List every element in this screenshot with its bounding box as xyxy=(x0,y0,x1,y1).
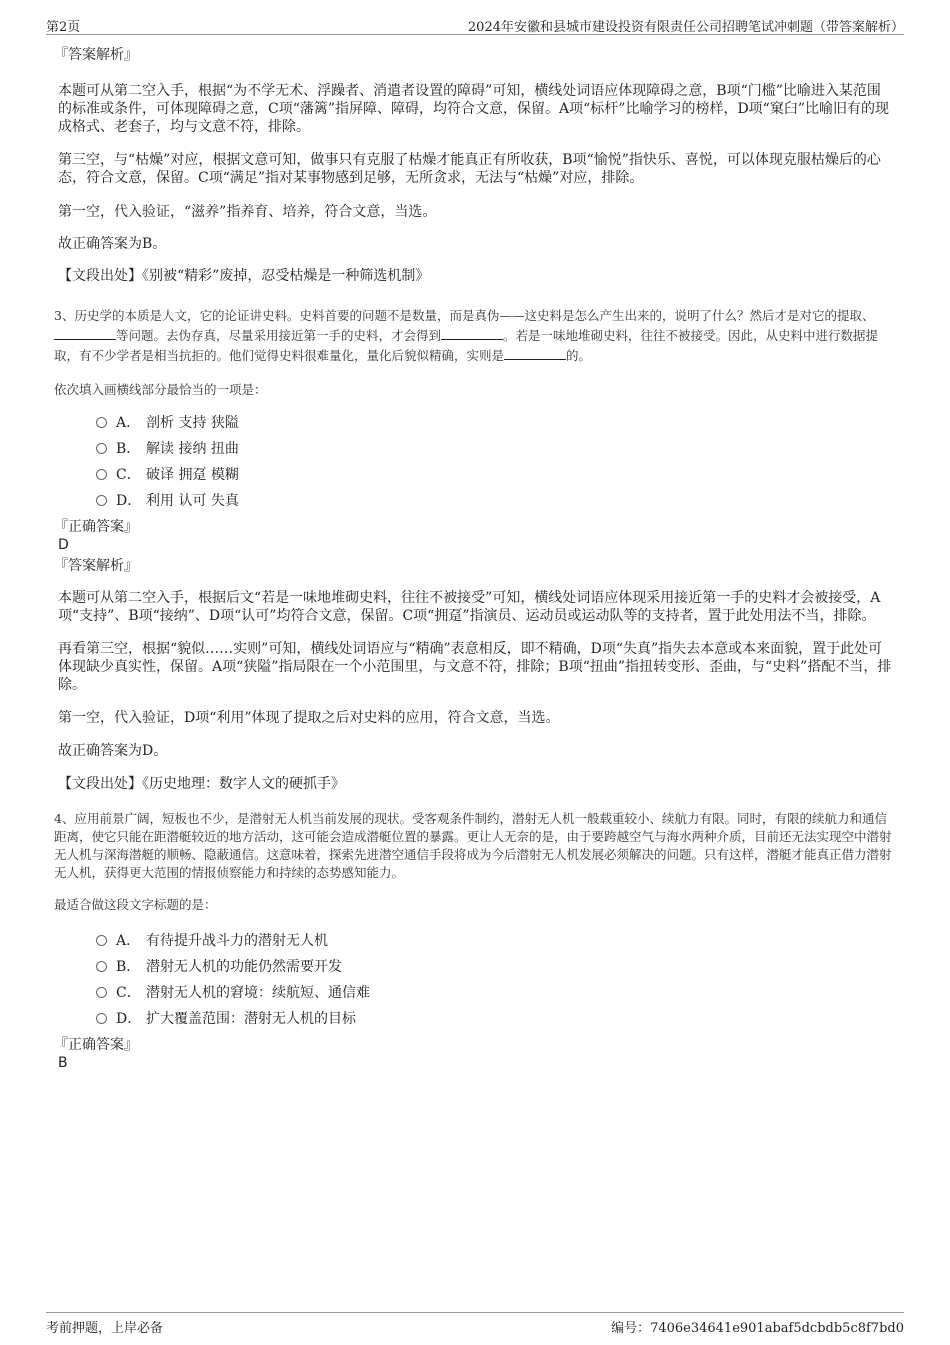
option-c[interactable]: C． 破译 拥趸 模糊 xyxy=(96,462,894,488)
option-b[interactable]: B． 潜射无人机的功能仍然需要开发 xyxy=(96,954,894,980)
radio-icon[interactable] xyxy=(96,443,107,454)
option-list xyxy=(58,410,894,514)
question-stem: 4、应用前景广阔，短板也不少，是潜射无人机当前发展的现状。受客观条件制约，潜射无人机一般载重较小、续航力有限。同时，有限的续航力和通信距离，使它只能在距潜艇较近的地方活动，这可能会造成潜艇位置的暴露。更让人无奈的是，由于要跨越空气与海水两种介质，目前还无法实现空中潜射无人机与深海潜艇的顺畅、隐蔽通信。这意味着，探索先进潜空通信手段将成为今后潜射无人机发展必须解决的问题。只有这样，潜艇才能真正借力潜射无人机，获得更大范围的情报侦察能力和持续的态势感知能力。 xyxy=(54,811,892,880)
question-prompt: 最适合做这段文字标题的是： xyxy=(54,897,217,912)
correct-answer: D xyxy=(58,537,69,553)
analysis-paragraph: 再看第三空，根据“貌似……实则”可知，横线处词语应与“精确”表意相反，即不精确，D项“失真”指失去本意或本来面貌，置于此处可体现缺少真实性，保留。A项“狭隘”指局限在一个小范围里，与文意不符，排除；B项“扭曲”指扭转变形、歪曲，与“史料”搭配不当，排除。 xyxy=(58,641,892,693)
analysis-paragraph: 第三空，与“枯燥”对应，根据文意可知，做事只有克服了枯燥才能真正有所收获，B项“愉悦”指快乐、喜悦，可以体现克服枯燥后的心态，符合文意，保留。C项“满足”指对某事物感到足够，无所贪求，无法与“枯燥”对应，排除。 xyxy=(58,152,881,186)
correct-answer-label: 『正确答案』 xyxy=(54,1037,138,1053)
page-number: 第2页 xyxy=(46,20,81,35)
option-d[interactable]: D． 扩大覆盖范围：潜射无人机的目标 xyxy=(96,1006,894,1032)
analysis-paragraph: 本题可从第二空入手，根据后文“若是一味地堆砌史料，往往不被接受”可知，横线处词语应体现采用接近第一手的史料才会被接受，A项“支持”、B项“接纳”、D项“认可”均符合文意，保留。C项“拥趸”指演员、运动员或运动队等的支持者，置于此处用法不当，排除。 xyxy=(58,590,881,624)
fill-blank xyxy=(54,327,116,340)
question-stem: 3、历史学的本质是人文，它的论证讲史料。史料首要的问题不是数量，而是真伪——这史料是怎么产生出来的，说明了什么？然后才是对它的提取、等问题。去伪存真，尽量采用接近第一手的史料，才会得到 。若是一味地堆砌史料，往往不被接受。因此，从史料中进行数据提取，有不少学者是相当抗拒的。他们觉得史料很难量化，量化后貌似精确，实则是 的。 xyxy=(54,308,879,363)
page-footer xyxy=(46,1312,904,1337)
option-c[interactable]: C． 潜射无人机的窘境：续航短、通信难 xyxy=(96,980,894,1006)
option-a[interactable]: A． 剖析 支持 狭隘 xyxy=(96,410,894,436)
radio-icon[interactable] xyxy=(96,961,107,972)
answer-conclusion: 故正确答案为B。 xyxy=(58,236,167,252)
radio-icon[interactable] xyxy=(96,987,107,998)
footer-slogan: 考前押题，上岸必备 xyxy=(46,1321,164,1336)
source-citation: 【文段出处】《别被“精彩”废掉，忍受枯燥是一种筛选机制》 xyxy=(58,268,430,284)
analysis-label: 『答案解析』 xyxy=(54,558,138,574)
analysis-paragraph: 第一空，代入验证，“滋养”指养育、培养，符合文意，当选。 xyxy=(58,204,437,220)
radio-icon[interactable] xyxy=(96,495,107,506)
analysis-paragraph: 第一空，代入验证，D项“利用”体现了提取之后对史料的应用，符合文意，当选。 xyxy=(58,710,560,726)
correct-answer-label: 『正确答案』 xyxy=(54,519,138,535)
page-header xyxy=(46,14,904,35)
document-id: 编号：7406e34641e901abaf5dcbdb5c8f7bd0 xyxy=(611,1321,904,1336)
radio-icon[interactable] xyxy=(96,417,107,428)
option-a[interactable]: A． 有待提升战斗力的潜射无人机 xyxy=(96,928,894,954)
option-d[interactable]: D． 利用 认可 失真 xyxy=(96,488,894,514)
correct-answer: B xyxy=(58,1055,68,1071)
radio-icon[interactable] xyxy=(96,469,107,480)
radio-icon[interactable] xyxy=(96,1013,107,1024)
radio-icon[interactable] xyxy=(96,935,107,946)
option-b[interactable]: B． 解读 接纳 扭曲 xyxy=(96,436,894,462)
source-citation: 【文段出处】《历史地理：数字人文的硬抓手》 xyxy=(58,776,345,792)
answer-conclusion: 故正确答案为D。 xyxy=(58,743,168,759)
option-list xyxy=(58,928,894,1032)
document-body xyxy=(54,46,894,1072)
document-title: 2024年安徽和县城市建设投资有限责任公司招聘笔试冲刺题（带答案解析） xyxy=(467,20,904,35)
question-prompt: 依次填入画横线部分最恰当的一项是： xyxy=(54,382,267,397)
analysis-paragraph: 本题可从第二空入手，根据“为不学无术、浮躁者、消遣者设置的障碍”可知，横线处词语应体现障碍之意，B项“门槛”比喻进入某范围的标准或条件，可体现障碍之意，C项“藩篱”指屏障、障碍，均符合文意，保留。A项“标杆”比喻学习的榜样，D项“窠臼”比喻旧有的现成格式、老套子，均与文意不符，排除。 xyxy=(58,83,889,135)
analysis-label: 『答案解析』 xyxy=(54,47,138,63)
fill-blank xyxy=(504,347,566,360)
fill-blank xyxy=(441,327,503,340)
